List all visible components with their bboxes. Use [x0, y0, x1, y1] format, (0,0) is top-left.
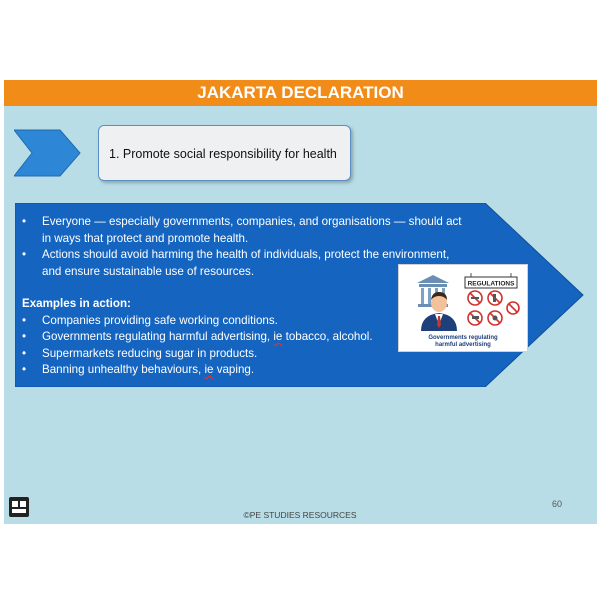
- copyright-footer: ©PE STUDIES RESOURCES: [243, 510, 357, 520]
- example-item: • Governments regulating harmful advertising, ie tobacco, alcohol.: [22, 329, 462, 346]
- content-body: [22, 214, 462, 379]
- bullet-item: • Actions should avoid harming the health of individuals, protect the environment, and ensure sustainable use of resources.: [22, 247, 462, 280]
- regulations-sign: [465, 273, 517, 288]
- bullet-list: [22, 214, 462, 280]
- image-caption-line1: Governments regulating: [428, 335, 498, 341]
- example-item: • Supermarkets reducing sugar in products.: [22, 346, 462, 363]
- pill-icon: [493, 316, 498, 321]
- regulations-illustration: [398, 264, 528, 352]
- regulations-illustration-graphic: [399, 265, 527, 351]
- principle-box: 1. Promote social responsibility for health: [98, 125, 351, 181]
- vape-icon: [472, 316, 479, 319]
- bullet-item: • Everyone — especially governments, companies, and organisations — should act in ways that protect and promote health.: [22, 214, 462, 247]
- examples-list: [22, 313, 462, 379]
- example-item: • Banning unhealthy behaviours, ie vaping.: [22, 362, 462, 379]
- examples-heading: Examples in action:: [22, 297, 131, 310]
- sign-text: REGULATIONS: [467, 280, 515, 288]
- cigarette-icon: [471, 297, 479, 299]
- official-person-icon: [421, 292, 457, 331]
- example-item: • Companies providing safe working conditions.: [22, 313, 462, 330]
- chevron-arrow-icon: [14, 128, 84, 178]
- bottle-icon: [493, 294, 496, 302]
- slide-title: JAKARTA DECLARATION: [4, 80, 597, 106]
- page-number: 60: [552, 499, 563, 509]
- image-caption-line2: harmful advertising: [435, 342, 491, 348]
